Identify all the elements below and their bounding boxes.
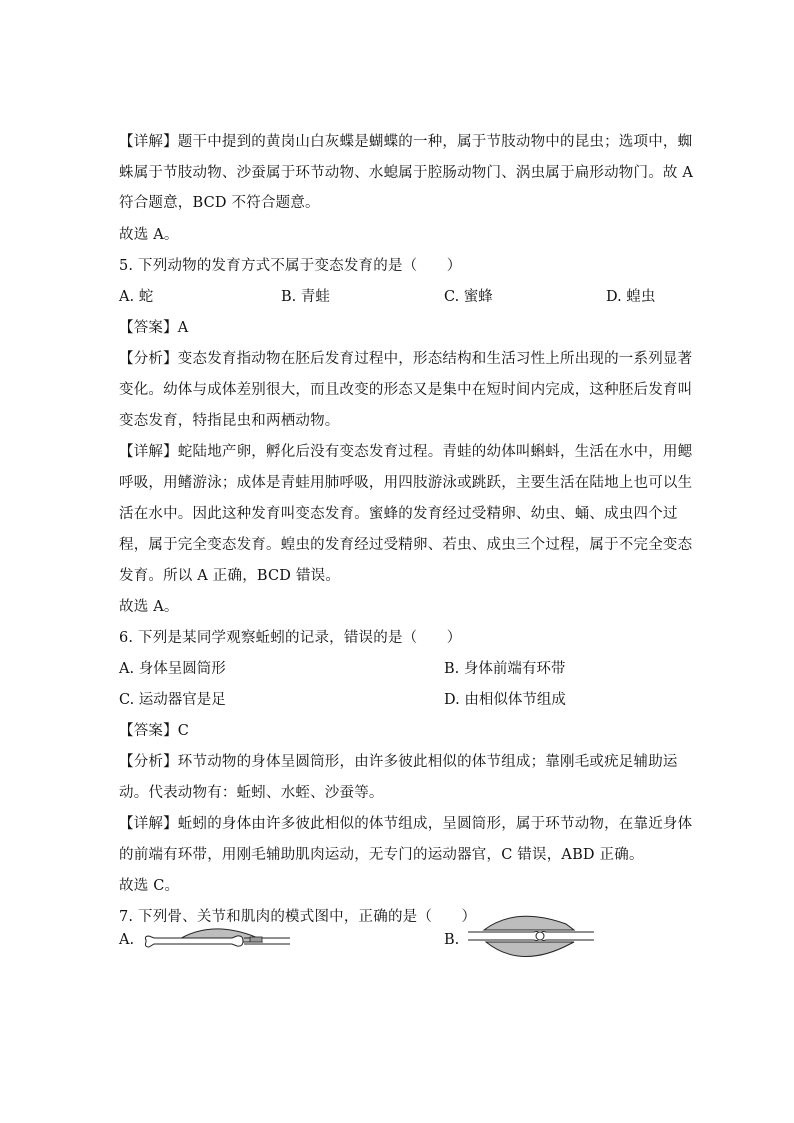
analysis-line: 变态发育，特指昆虫和两栖动物。 [119, 413, 340, 429]
question-7: 7. 下列骨、关节和肌肉的模式图中，正确的是（ ） [119, 909, 477, 925]
bone-shape [145, 936, 243, 947]
q7-option-a-label: A. [119, 932, 135, 948]
q6-option-d: D. 由相似体节组成 [444, 692, 566, 708]
detail-line: 蛛属于节肢动物、沙蚕属于环节动物、水螅属于腔肠动物门、涡虫属于扁形动物门。故 A [119, 165, 694, 181]
question-6: 6. 下列是某同学观察蚯蚓的记录，错误的是（ ） [119, 630, 462, 646]
joint-shape [536, 932, 544, 940]
q6-option-c: C. 运动器官是足 [119, 692, 226, 708]
q7-figure-b [466, 910, 596, 966]
q5-answer: 【答案】A [119, 320, 189, 336]
bone-shape [468, 932, 540, 941]
bone-shape [540, 932, 594, 941]
q6-option-b: B. 身体前端有环带 [444, 661, 566, 677]
detail-line: 【详解】蚯蚓的身体由许多彼此相似的体节组成，呈圆筒形，属于环节动物，在靠近身体 [119, 816, 693, 832]
detail-line: 呼吸，用鳍游泳；成体是青蛙用肺呼吸，用四肢游泳或跳跃，主要生活在陆地上也可以生 [119, 475, 693, 491]
q7-figure-a [140, 920, 300, 960]
q5-option-c: C. 蜜蜂 [444, 289, 493, 305]
muscle-shape [484, 916, 574, 930]
choice-line: 故选 C。 [119, 878, 180, 894]
q6-option-a: A. 身体呈圆筒形 [119, 661, 226, 677]
detail-line: 【详解】题干中提到的黄岗山白灰蝶是蝴蝶的一种，属于节肢动物中的昆虫；选项中，蜘 [119, 134, 693, 150]
q7-option-b-label: B. [444, 932, 460, 948]
q6-answer: 【答案】C [119, 723, 190, 739]
q5-option-b: B. 青蛙 [281, 289, 330, 305]
analysis-line: 【分析】环节动物的身体呈圆筒形，由许多彼此相似的体节组成；靠刚毛或疣足辅助运 [119, 754, 678, 770]
detail-line: 的前端有环带，用刚毛辅助肌肉运动，无专门的运动器官，C 错误，ABD 正确。 [119, 847, 644, 863]
detail-line: 发育。所以 A 正确，BCD 错误。 [119, 568, 341, 584]
analysis-line: 动。代表动物有：蚯蚓、水蛭、沙蚕等。 [119, 785, 384, 801]
analysis-line: 【分析】变态发育指动物在胚后发育过程中，形态结构和生活习性上所出现的一系列显著 [119, 351, 693, 367]
detail-line: 程，属于完全变态发育。蝗虫的发育经过受精卵、若虫、成虫三个过程，属于不完全变态 [119, 537, 693, 553]
detail-line: 【详解】蛇陆地产卵，孵化后没有变态发育过程。青蛙的幼体叫蝌蚪，生活在水中，用鳃 [119, 444, 693, 460]
muscle-shape [486, 942, 574, 957]
detail-line: 符合题意，BCD 不符合题意。 [119, 195, 320, 211]
choice-line: 故选 A。 [119, 227, 179, 243]
choice-line: 故选 A。 [119, 599, 179, 615]
q5-option-d: D. 蝗虫 [606, 289, 656, 305]
detail-line: 活在水中。因此这种发育叫变态发育。蜜蜂的发育经过受精卵、幼虫、蛹、成虫四个过 [119, 506, 678, 522]
question-5: 5. 下列动物的发育方式不属于变态发育的是（ ） [119, 258, 462, 274]
analysis-line: 变化。幼体与成体差别很大，而且改变的形态又是集中在短时间内完成，这种胚后发育叫 [119, 382, 693, 398]
tendon-shape [250, 937, 262, 942]
q5-option-a: A. 蛇 [119, 289, 154, 305]
